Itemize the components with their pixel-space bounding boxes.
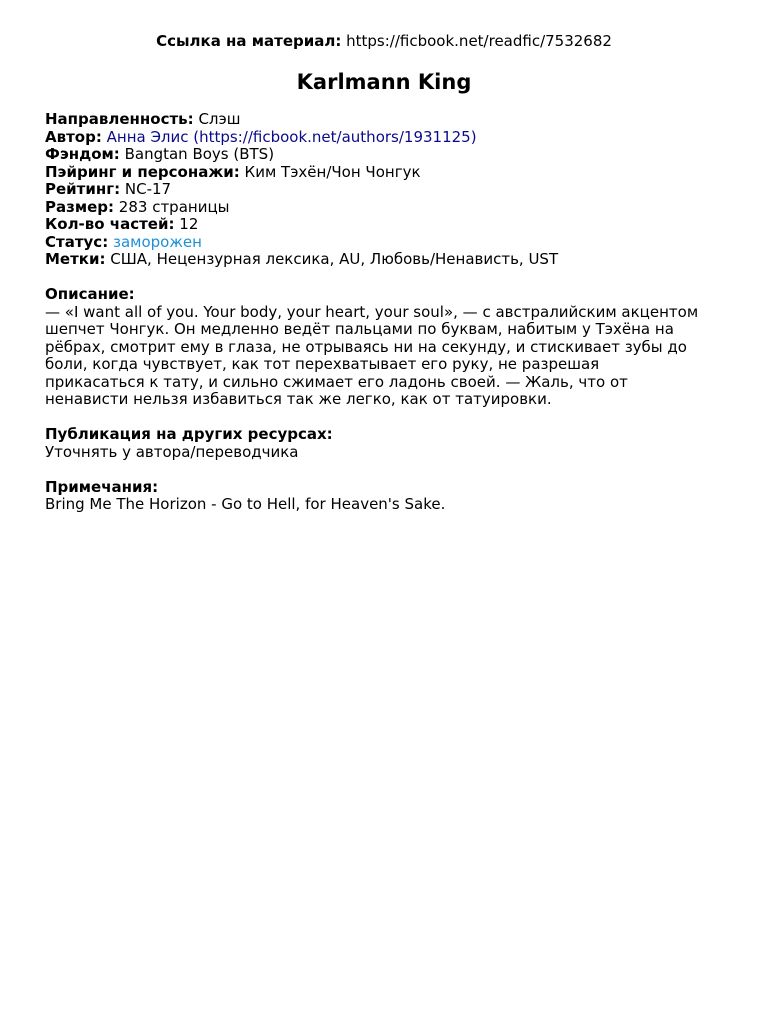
description-label: Описание:: [45, 285, 135, 303]
field-direction-value: Слэш: [198, 110, 241, 128]
field-status: [45, 234, 735, 252]
field-parts-value: 12: [179, 215, 199, 233]
publication-section: [45, 426, 735, 461]
field-tags: [45, 251, 735, 269]
field-size: [45, 199, 735, 217]
status-link[interactable]: заморожен: [112, 232, 202, 251]
source-line: [0, 33, 768, 51]
description-line: боли, когда чувствует, как тот перехватывает его руку, не разрешая: [45, 355, 600, 373]
field-tags-label: Метки:: [45, 250, 106, 268]
source-url[interactable]: https://ficbook.net/readfic/7532682: [346, 32, 612, 50]
field-direction-label: Направленность:: [45, 110, 194, 128]
field-author-label: Автор:: [45, 127, 102, 146]
field-parts-label: Кол-во частей:: [45, 215, 175, 233]
description-line: рёбрах, смотрит ему в глаза, не отрываясь ни на секунду, и стискивает зубы до: [45, 337, 687, 356]
publication-label: Публикация на других ресурсах:: [45, 425, 333, 443]
description-line: прикасаться к тату, и сильно сжимает его ладонь своей. — Жаль, что от: [45, 372, 628, 391]
field-fandom-value: Bangtan Boys (BTS): [124, 145, 275, 163]
field-size-value: 283 страницы: [118, 197, 230, 216]
field-fandom-label: Фэндом:: [45, 145, 120, 163]
field-fandom: [45, 146, 735, 164]
description-line: шепчет Чонгук. Он медленно ведёт пальцами по буквам, набитым у Тэхёна на: [45, 320, 674, 338]
metadata-block: [45, 111, 735, 514]
field-status-label: Статус:: [45, 232, 109, 251]
notes-label: Примечания:: [45, 477, 159, 496]
description-section: [45, 286, 735, 409]
field-tags-value: США, Нецензурная лексика, AU, Любовь/Ненависть, UST: [110, 250, 559, 268]
field-rating-label: Рейтинг:: [45, 180, 121, 198]
field-author: [45, 129, 735, 147]
field-pairing-value: Ким Тэхён/Чон Чонгук: [244, 162, 421, 181]
notes-value: Bring Me The Horizon - Go to Hell, for Heaven's Sake.: [45, 495, 446, 513]
field-rating: [45, 181, 735, 199]
notes-section: [45, 479, 735, 514]
field-pairing-label: Пэйринг и персонажи:: [45, 162, 240, 181]
field-pairing: [45, 164, 735, 182]
field-rating-value: NC-17: [124, 180, 172, 198]
description-line: — «I want all of you. Your body, your heart, your soul», — с австралийским акцентом: [45, 302, 699, 321]
source-label: Ссылка на материал:: [156, 32, 342, 50]
field-direction: [45, 111, 735, 129]
publication-value: Уточнять у автора/переводчика: [45, 442, 299, 461]
author-link[interactable]: Анна Элис (https://ficbook.net/authors/1931125): [106, 127, 477, 146]
description-line: ненависти нельзя избавиться так же легко, как от татуировки.: [45, 390, 552, 408]
field-parts: [45, 216, 735, 234]
page-title: Karlmann King: [296, 70, 472, 94]
field-size-label: Размер:: [45, 197, 115, 216]
